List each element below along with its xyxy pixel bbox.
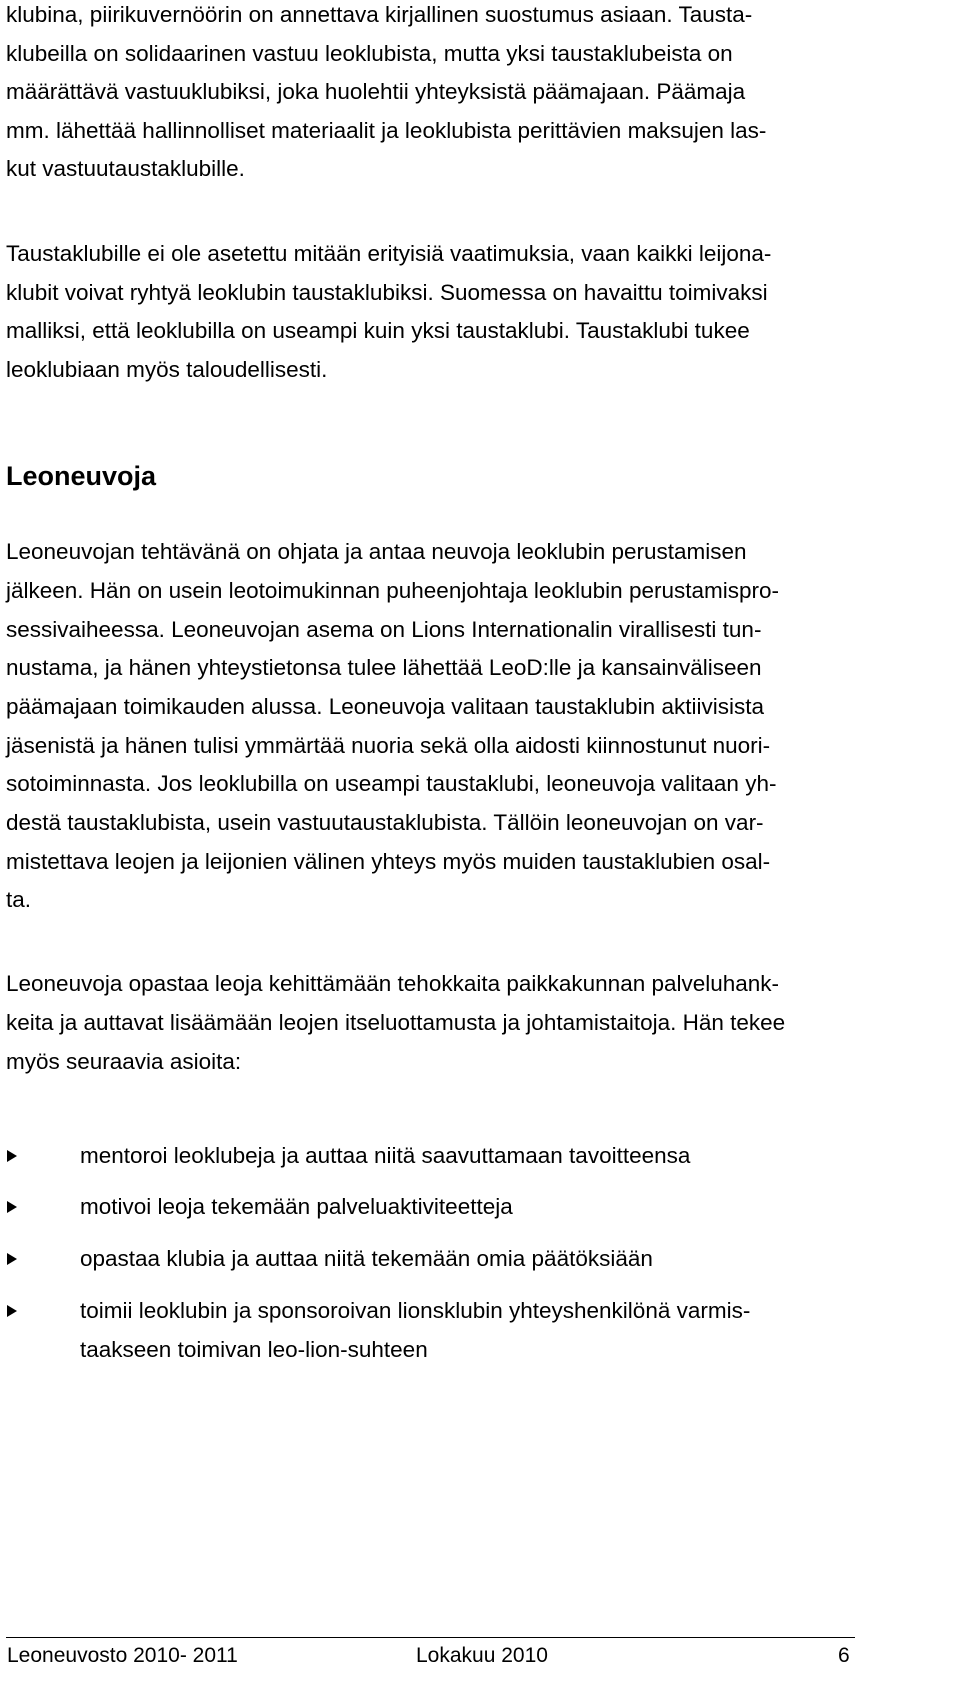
text-line: mm. lähettää hallinnolliset materiaalit ja leoklubista perittävien maksujen las- [6, 118, 767, 143]
text-line: ta. [6, 887, 32, 912]
text-line: malliksi, että leoklubilla on useampi kuin yksi taustaklubi. Taustaklubi tukee [6, 318, 750, 343]
text-line: Taustaklubille ei ole asetettu mitään erityisiä vaatimuksia, vaan kaikki leijona- [6, 241, 772, 266]
footer-divider [6, 1637, 855, 1638]
list-item-text: motivoi leoja tekemään palveluaktiviteetteja [80, 1194, 513, 1219]
triangle-bullet-icon [7, 1305, 17, 1317]
text-line: kut vastuutaustaklubille. [6, 156, 245, 181]
section-heading: Leoneuvoja [6, 461, 157, 491]
list-item-text: taakseen toimivan leo-lion-suhteen [80, 1337, 428, 1362]
text-line: Leoneuvojan tehtävänä on ohjata ja antaa neuvoja leoklubin perustamisen [6, 539, 747, 564]
page-number: 6 [838, 1644, 850, 1667]
text-line: sotoiminnasta. Jos leoklubilla on useampi taustaklubi, leoneuvoja valitaan yh- [6, 771, 777, 796]
triangle-bullet-icon [7, 1150, 17, 1162]
text-line: jälkeen. Hän on usein leotoimukinnan puheenjohtaja leoklubin perustamispro- [6, 578, 779, 603]
text-line: klubeilla on solidaarinen vastuu leoklubista, mutta yksi taustaklubeista on [6, 41, 733, 66]
triangle-bullet-icon [7, 1201, 17, 1213]
text-line: mistettava leojen ja leijonien välinen yhteys myös muiden taustaklubien osal- [6, 849, 771, 874]
text-line: destä taustaklubista, usein vastuutaustaklubista. Tällöin leoneuvojan on var- [6, 810, 764, 835]
list-item-text: toimii leoklubin ja sponsoroivan lionsklubin yhteyshenkilönä varmis- [80, 1298, 751, 1323]
footer-left-text: Leoneuvosto 2010- 2011 [7, 1644, 238, 1667]
text-line: keita ja auttavat lisäämään leojen itseluottamusta ja johtamistaitoja. Hän tekee [6, 1010, 786, 1035]
list-item-text: mentoroi leoklubeja ja auttaa niitä saavuttamaan tavoitteensa [80, 1143, 691, 1168]
triangle-bullet-icon [7, 1253, 17, 1265]
text-line: leoklubiaan myös taloudellisesti. [6, 357, 328, 382]
text-line: klubit voivat ryhtyä leoklubin taustaklubiksi. Suomessa on havaittu toimivaksi [6, 280, 768, 305]
text-line: sessivaiheessa. Leoneuvojan asema on Lions Internationalin virallisesti tun- [6, 617, 762, 642]
text-line: klubina, piirikuvernöörin on annettava kirjallinen suostumus asiaan. Tausta- [6, 2, 753, 27]
text-line: jäsenistä ja hänen tulisi ymmärtää nuoria sekä olla aidosti kiinnostunut nuori- [6, 733, 771, 758]
text-line: myös seuraavia asioita: [6, 1049, 242, 1074]
footer-center-text: Lokakuu 2010 [416, 1644, 548, 1667]
text-line: määrättävä vastuuklubiksi, joka huolehtii yhteyksistä päämajaan. Päämaja [6, 79, 746, 104]
list-item-text: opastaa klubia ja auttaa niitä tekemään omia päätöksiään [80, 1246, 653, 1271]
text-line: nustama, ja hänen yhteystietonsa tulee lähettää LeoD:lle ja kansainväliseen [6, 655, 762, 680]
text-line: päämajaan toimikauden alussa. Leoneuvoja valitaan taustaklubin aktiivisista [6, 694, 764, 719]
text-line: Leoneuvoja opastaa leoja kehittämään tehokkaita paikkakunnan palveluhank- [6, 971, 780, 996]
